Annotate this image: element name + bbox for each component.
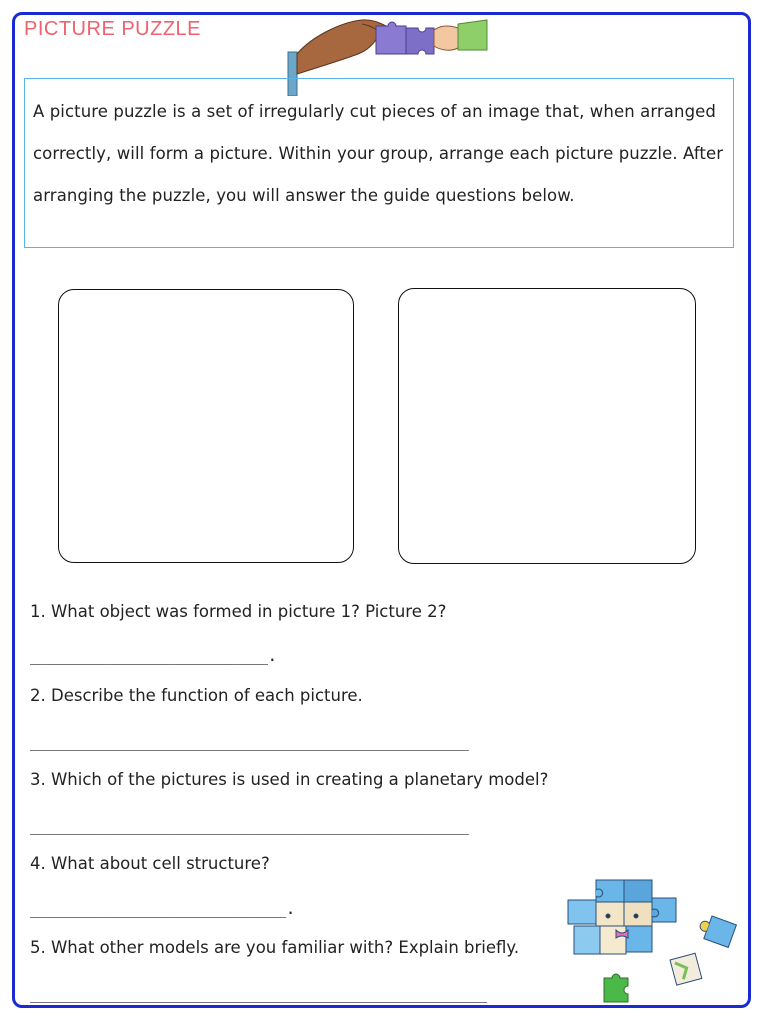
picture-2-box[interactable] — [398, 288, 696, 564]
question-3: 3. Which of the pictures is used in creating a planetary model? — [30, 770, 549, 789]
answer-line-1[interactable]: __________________________. — [30, 646, 277, 665]
question-1: 1. What object was formed in picture 1? Picture 2? — [30, 602, 447, 621]
question-4: 4. What about cell structure? — [30, 854, 270, 873]
answer-line-3[interactable]: ________________________________________________ — [30, 816, 469, 835]
answer-line-4[interactable]: ____________________________. — [30, 899, 295, 918]
question-2: 2. Describe the function of each picture. — [30, 686, 363, 705]
question-5: 5. What other models are you familiar with? Explain briefly. — [30, 938, 520, 957]
answer-line-2[interactable]: ________________________________________________ — [30, 732, 469, 751]
picture-1-box[interactable] — [58, 289, 354, 563]
instructions-box — [24, 78, 734, 248]
answer-line-5[interactable]: __________________________________________________ — [30, 984, 487, 1003]
instructions-text: A picture puzzle is a set of irregularly cut pieces of an image that, when arranged correctly, will form a picture. Within your group, arrange each picture puzzle. After arranging the puzzle, you will answer the guide questions below. — [33, 102, 724, 205]
puzzle-pieces-cluster-icon — [560, 876, 750, 1004]
page-title: PICTURE PUZZLE — [24, 18, 202, 40]
